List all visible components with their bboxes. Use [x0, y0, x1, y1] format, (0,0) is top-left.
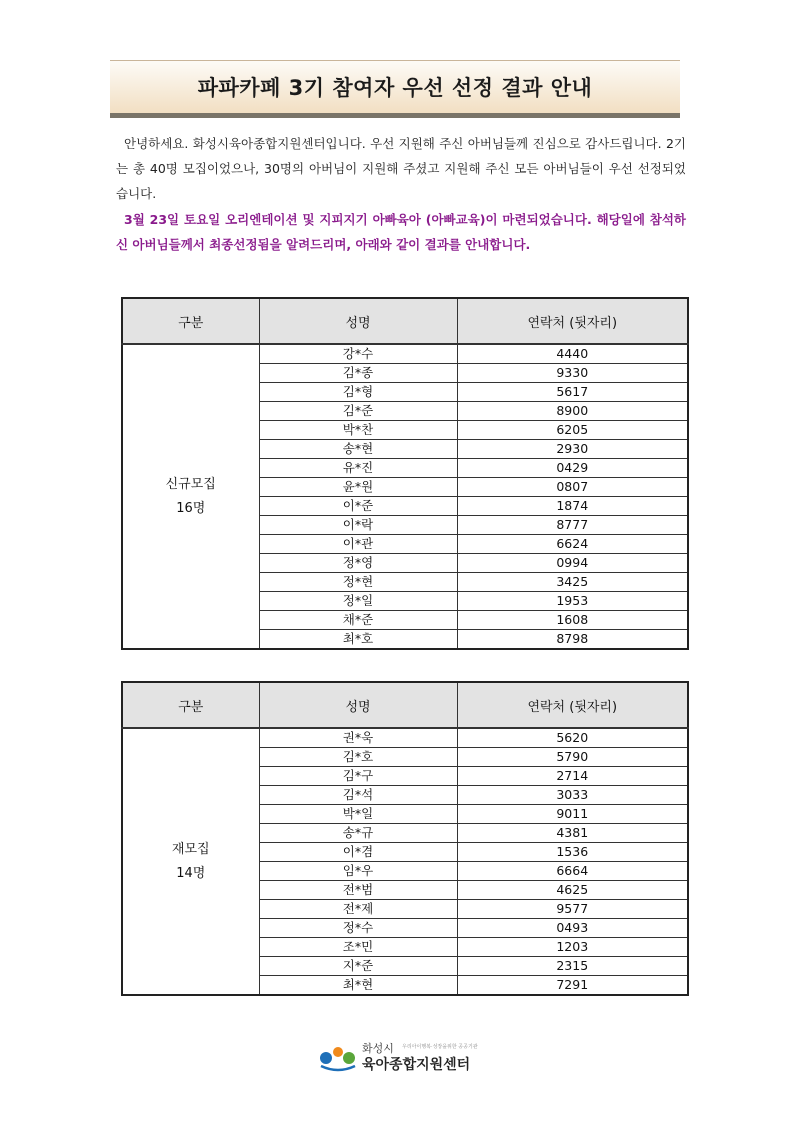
contact-cell: 9577	[457, 900, 688, 919]
header-name: 성명	[259, 298, 457, 344]
group-cell	[122, 728, 259, 995]
group-count: 16명	[176, 500, 206, 516]
table-header-row	[122, 298, 688, 344]
name-cell: 정*영	[259, 554, 457, 573]
name-cell: 송*규	[259, 824, 457, 843]
name-cell: 정*일	[259, 592, 457, 611]
header-category: 구분	[122, 682, 259, 728]
org-name: 육아종합지원센터	[362, 1057, 471, 1073]
name-cell: 전*범	[259, 881, 457, 900]
contact-cell: 4381	[457, 824, 688, 843]
name-cell: 채*준	[259, 611, 457, 630]
name-cell: 최*호	[259, 630, 457, 650]
table-row	[122, 728, 688, 748]
contact-cell: 6664	[457, 862, 688, 881]
org-city: 화성시	[362, 1042, 394, 1055]
group-label: 신규모집	[165, 476, 216, 492]
group-cell	[122, 344, 259, 649]
contact-cell: 2714	[457, 767, 688, 786]
name-cell: 이*관	[259, 535, 457, 554]
name-cell: 권*욱	[259, 728, 457, 748]
contact-cell: 1203	[457, 938, 688, 957]
name-cell: 유*진	[259, 459, 457, 478]
name-cell: 정*수	[259, 919, 457, 938]
name-cell: 정*현	[259, 573, 457, 592]
contact-cell: 1874	[457, 497, 688, 516]
name-cell: 임*우	[259, 862, 457, 881]
contact-cell: 7291	[457, 976, 688, 996]
contact-cell: 0807	[457, 478, 688, 497]
contact-cell: 6205	[457, 421, 688, 440]
name-cell: 조*민	[259, 938, 457, 957]
name-cell: 김*형	[259, 383, 457, 402]
sun-child-logo-icon	[318, 1042, 358, 1072]
name-cell: 박*일	[259, 805, 457, 824]
contact-cell: 5620	[457, 728, 688, 748]
header-contact: 연락처 (뒷자리)	[457, 298, 688, 344]
group-count: 14명	[176, 865, 206, 881]
name-cell: 김*종	[259, 364, 457, 383]
contact-cell: 5617	[457, 383, 688, 402]
contact-cell: 1953	[457, 592, 688, 611]
contact-cell: 2315	[457, 957, 688, 976]
name-cell: 강*수	[259, 344, 457, 364]
contact-cell: 0493	[457, 919, 688, 938]
contact-cell: 1608	[457, 611, 688, 630]
contact-cell: 8798	[457, 630, 688, 650]
contact-cell: 3425	[457, 573, 688, 592]
re-recruit-table	[121, 681, 689, 996]
contact-cell: 3033	[457, 786, 688, 805]
center-logo	[318, 1040, 488, 1076]
name-cell: 김*석	[259, 786, 457, 805]
title-banner	[110, 60, 680, 118]
name-cell: 이*겸	[259, 843, 457, 862]
notice-paragraph: 3월 23일 토요일 오리엔테이션 및 지피지기 아빠육아 (아빠교육)이 마련되었습니다. 해당일에 참석하신 아버님들께서 최종선정됨을 알려드리며, 아래와 같이 결과를 안내합니다.	[116, 212, 686, 252]
contact-cell: 5790	[457, 748, 688, 767]
name-cell: 김*호	[259, 748, 457, 767]
name-cell: 지*준	[259, 957, 457, 976]
name-cell: 박*찬	[259, 421, 457, 440]
page-title: 파파카페 3기 참여자 우선 선정 결과 안내	[197, 76, 593, 100]
header-contact: 연락처 (뒷자리)	[457, 682, 688, 728]
header-category: 구분	[122, 298, 259, 344]
contact-cell: 4440	[457, 344, 688, 364]
table-row	[122, 344, 688, 364]
org-tagline: 우리아이행복·성장을위한 공공기관	[402, 1044, 478, 1050]
header-name: 성명	[259, 682, 457, 728]
contact-cell: 2930	[457, 440, 688, 459]
name-cell: 윤*원	[259, 478, 457, 497]
name-cell: 이*락	[259, 516, 457, 535]
contact-cell: 0994	[457, 554, 688, 573]
contact-cell: 0429	[457, 459, 688, 478]
name-cell: 최*현	[259, 976, 457, 996]
contact-cell: 8900	[457, 402, 688, 421]
table-header-row	[122, 682, 688, 728]
intro-paragraph: 안녕하세요. 화성시육아종합지원센터입니다. 우선 지원해 주신 아버님들께 진심으로 감사드립니다. 2기는 총 40명 모집이었으나, 30명의 아버님이 지원해 주셨고 지원해 주신 모든 아버님들이 우선 선정되었습니다.	[116, 136, 686, 201]
contact-cell: 6624	[457, 535, 688, 554]
contact-cell: 1536	[457, 843, 688, 862]
contact-cell: 9011	[457, 805, 688, 824]
contact-cell: 8777	[457, 516, 688, 535]
contact-cell: 9330	[457, 364, 688, 383]
name-cell: 김*구	[259, 767, 457, 786]
name-cell: 김*준	[259, 402, 457, 421]
group-label: 재모집	[171, 841, 210, 857]
name-cell: 전*제	[259, 900, 457, 919]
intro-section	[116, 131, 686, 257]
contact-cell: 4625	[457, 881, 688, 900]
name-cell: 송*현	[259, 440, 457, 459]
name-cell: 이*준	[259, 497, 457, 516]
new-recruit-table	[121, 297, 689, 650]
